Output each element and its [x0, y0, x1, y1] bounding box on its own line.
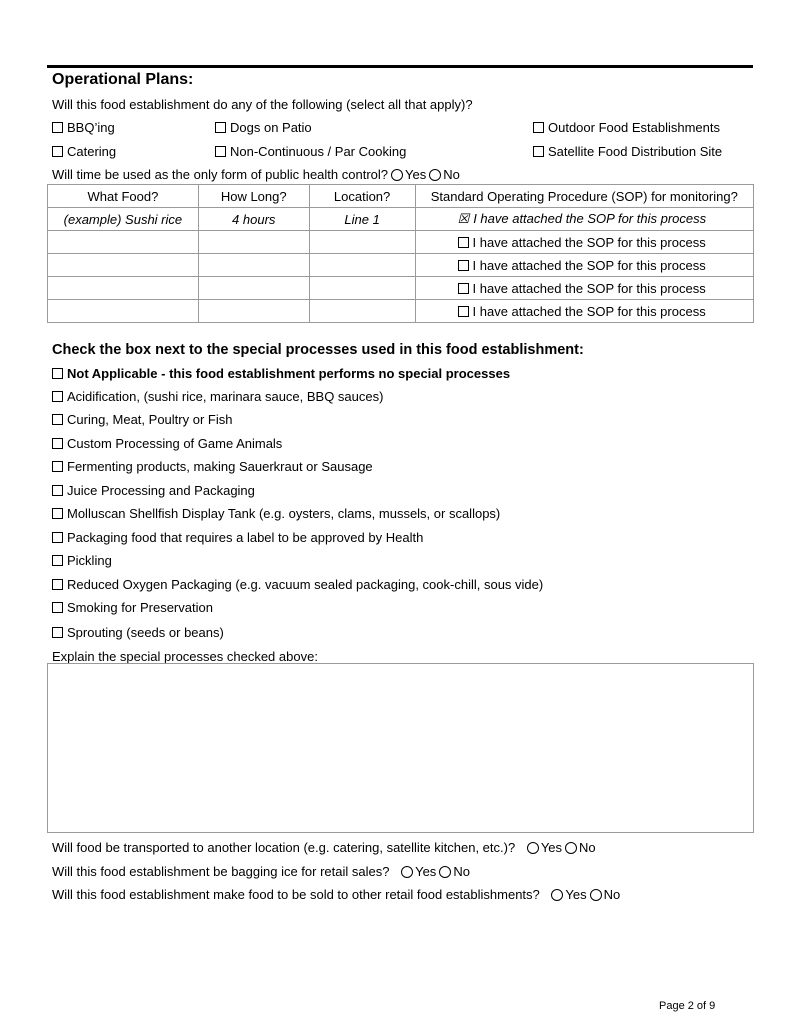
checkbox-icon[interactable] — [533, 122, 544, 133]
checkbox-icon[interactable] — [52, 368, 63, 379]
how-long-cell[interactable] — [198, 231, 309, 254]
checkbox-icon[interactable] — [533, 146, 544, 157]
header-sop: Standard Operating Procedure (SOP) for monitoring? — [415, 185, 753, 208]
radio-yes-icon[interactable] — [391, 169, 403, 181]
radio-no-icon[interactable] — [439, 866, 451, 878]
sop-cell: I have attached the SOP for this process — [415, 277, 753, 300]
checkbox-smoking[interactable]: Smoking for Preservation — [52, 600, 213, 615]
checkbox-bbq[interactable]: BBQ’ing — [52, 120, 115, 135]
food-cell[interactable] — [48, 300, 199, 323]
food-cell[interactable] — [48, 231, 199, 254]
radio-yes-icon[interactable] — [401, 866, 413, 878]
header-what-food: What Food? — [48, 185, 199, 208]
location-cell[interactable] — [309, 300, 415, 323]
checkbox-satellite[interactable]: Satellite Food Distribution Site — [533, 144, 722, 159]
table-row — [48, 254, 754, 277]
checkbox-icon[interactable] — [215, 146, 226, 157]
sop-cell: I have attached the SOP for this process — [415, 254, 753, 277]
time-question-row: Will time be used as the only form of public health control? Yes No — [52, 167, 460, 182]
checkbox-icon[interactable] — [52, 122, 63, 133]
checkbox-outdoor-food[interactable]: Outdoor Food Establishments — [533, 120, 720, 135]
explain-textarea[interactable] — [47, 663, 754, 833]
checkbox-packaging-label[interactable]: Packaging food that requires a label to be approved by Health — [52, 530, 423, 545]
special-processes-title: Check the box next to the special processes used in this food establishment: — [52, 342, 584, 358]
activities-question: Will this food establishment do any of the following (select all that apply)? — [52, 97, 473, 112]
food-cell[interactable] — [48, 277, 199, 300]
header-how-long: How Long? — [198, 185, 309, 208]
checkbox-dogs-on-patio[interactable]: Dogs on Patio — [215, 120, 312, 135]
checkbox-icon[interactable] — [458, 283, 469, 294]
time-control-table — [47, 184, 754, 323]
checkbox-icon[interactable] — [52, 532, 63, 543]
food-cell[interactable] — [48, 254, 199, 277]
example-how-long: 4 hours — [198, 208, 309, 231]
checkbox-catering[interactable]: Catering — [52, 144, 116, 159]
table-header-row — [48, 185, 754, 208]
checkbox-acidification[interactable]: Acidification, (sushi rice, marinara sauce, BBQ sauces) — [52, 389, 383, 404]
page-number: Page 2 of 9 — [659, 1000, 716, 1012]
question-bagging-ice: Will this food establishment be bagging ice for retail sales? Yes No — [52, 864, 470, 879]
checkbox-icon[interactable] — [458, 306, 469, 317]
top-rule — [47, 65, 753, 68]
table-row-example — [48, 208, 754, 231]
how-long-cell[interactable] — [198, 254, 309, 277]
checked-box-icon: ☒ — [457, 211, 470, 226]
location-cell[interactable] — [309, 231, 415, 254]
checkbox-icon[interactable] — [215, 122, 226, 133]
checkbox-curing[interactable]: Curing, Meat, Poultry or Fish — [52, 412, 232, 427]
checkbox-icon[interactable] — [52, 627, 63, 638]
checkbox-icon[interactable] — [52, 485, 63, 496]
example-sop: ☒ I have attached the SOP for this process — [415, 208, 753, 231]
checkbox-icon[interactable] — [52, 579, 63, 590]
checkbox-icon[interactable] — [52, 414, 63, 425]
sop-cell: I have attached the SOP for this process — [415, 300, 753, 323]
radio-yes-icon[interactable] — [527, 842, 539, 854]
radio-no-icon[interactable] — [429, 169, 441, 181]
checkbox-icon[interactable] — [52, 438, 63, 449]
how-long-cell[interactable] — [198, 277, 309, 300]
section-title: Operational Plans: — [52, 71, 194, 88]
header-location: Location? — [309, 185, 415, 208]
checkbox-custom-processing[interactable]: Custom Processing of Game Animals — [52, 436, 282, 451]
checkbox-icon[interactable] — [52, 461, 63, 472]
time-question: Will time be used as the only form of public health control? — [52, 167, 389, 182]
checkbox-shellfish[interactable]: Molluscan Shellfish Display Tank (e.g. oysters, clams, mussels, or scallops) — [52, 506, 500, 521]
question-sell-retail: Will this food establishment make food to be sold to other retail food establishments? Yes No — [52, 887, 621, 902]
question-transport: Will food be transported to another location (e.g. catering, satellite kitchen, etc.)? Yes No — [52, 840, 596, 855]
checkbox-icon[interactable] — [458, 237, 469, 248]
location-cell[interactable] — [309, 277, 415, 300]
checkbox-not-applicable[interactable]: Not Applicable - this food establishment performs no special processes — [52, 366, 510, 381]
radio-no-icon[interactable] — [590, 889, 602, 901]
checkbox-icon[interactable] — [52, 602, 63, 613]
example-location: Line 1 — [309, 208, 415, 231]
location-cell[interactable] — [309, 254, 415, 277]
checkbox-icon[interactable] — [52, 146, 63, 157]
checkbox-reduced-oxygen[interactable]: Reduced Oxygen Packaging (e.g. vacuum sealed packaging, cook-chill, sous vide) — [52, 577, 543, 592]
checkbox-icon[interactable] — [52, 555, 63, 566]
how-long-cell[interactable] — [198, 300, 309, 323]
sop-cell: I have attached the SOP for this process — [415, 231, 753, 254]
example-food: (example) Sushi rice — [48, 208, 199, 231]
checkbox-icon[interactable] — [52, 508, 63, 519]
checkbox-juice[interactable]: Juice Processing and Packaging — [52, 483, 255, 498]
explain-label: Explain the special processes checked above: — [52, 649, 318, 664]
checkbox-icon[interactable] — [458, 260, 469, 271]
table-row — [48, 300, 754, 323]
table-row — [48, 277, 754, 300]
radio-yes-icon[interactable] — [551, 889, 563, 901]
checkbox-pickling[interactable]: Pickling — [52, 553, 112, 568]
checkbox-fermenting[interactable]: Fermenting products, making Sauerkraut or Sausage — [52, 459, 373, 474]
radio-no-icon[interactable] — [565, 842, 577, 854]
checkbox-non-continuous[interactable]: Non-Continuous / Par Cooking — [215, 144, 406, 159]
checkbox-sprouting[interactable]: Sprouting (seeds or beans) — [52, 625, 224, 640]
checkbox-icon[interactable] — [52, 391, 63, 402]
table-row — [48, 231, 754, 254]
